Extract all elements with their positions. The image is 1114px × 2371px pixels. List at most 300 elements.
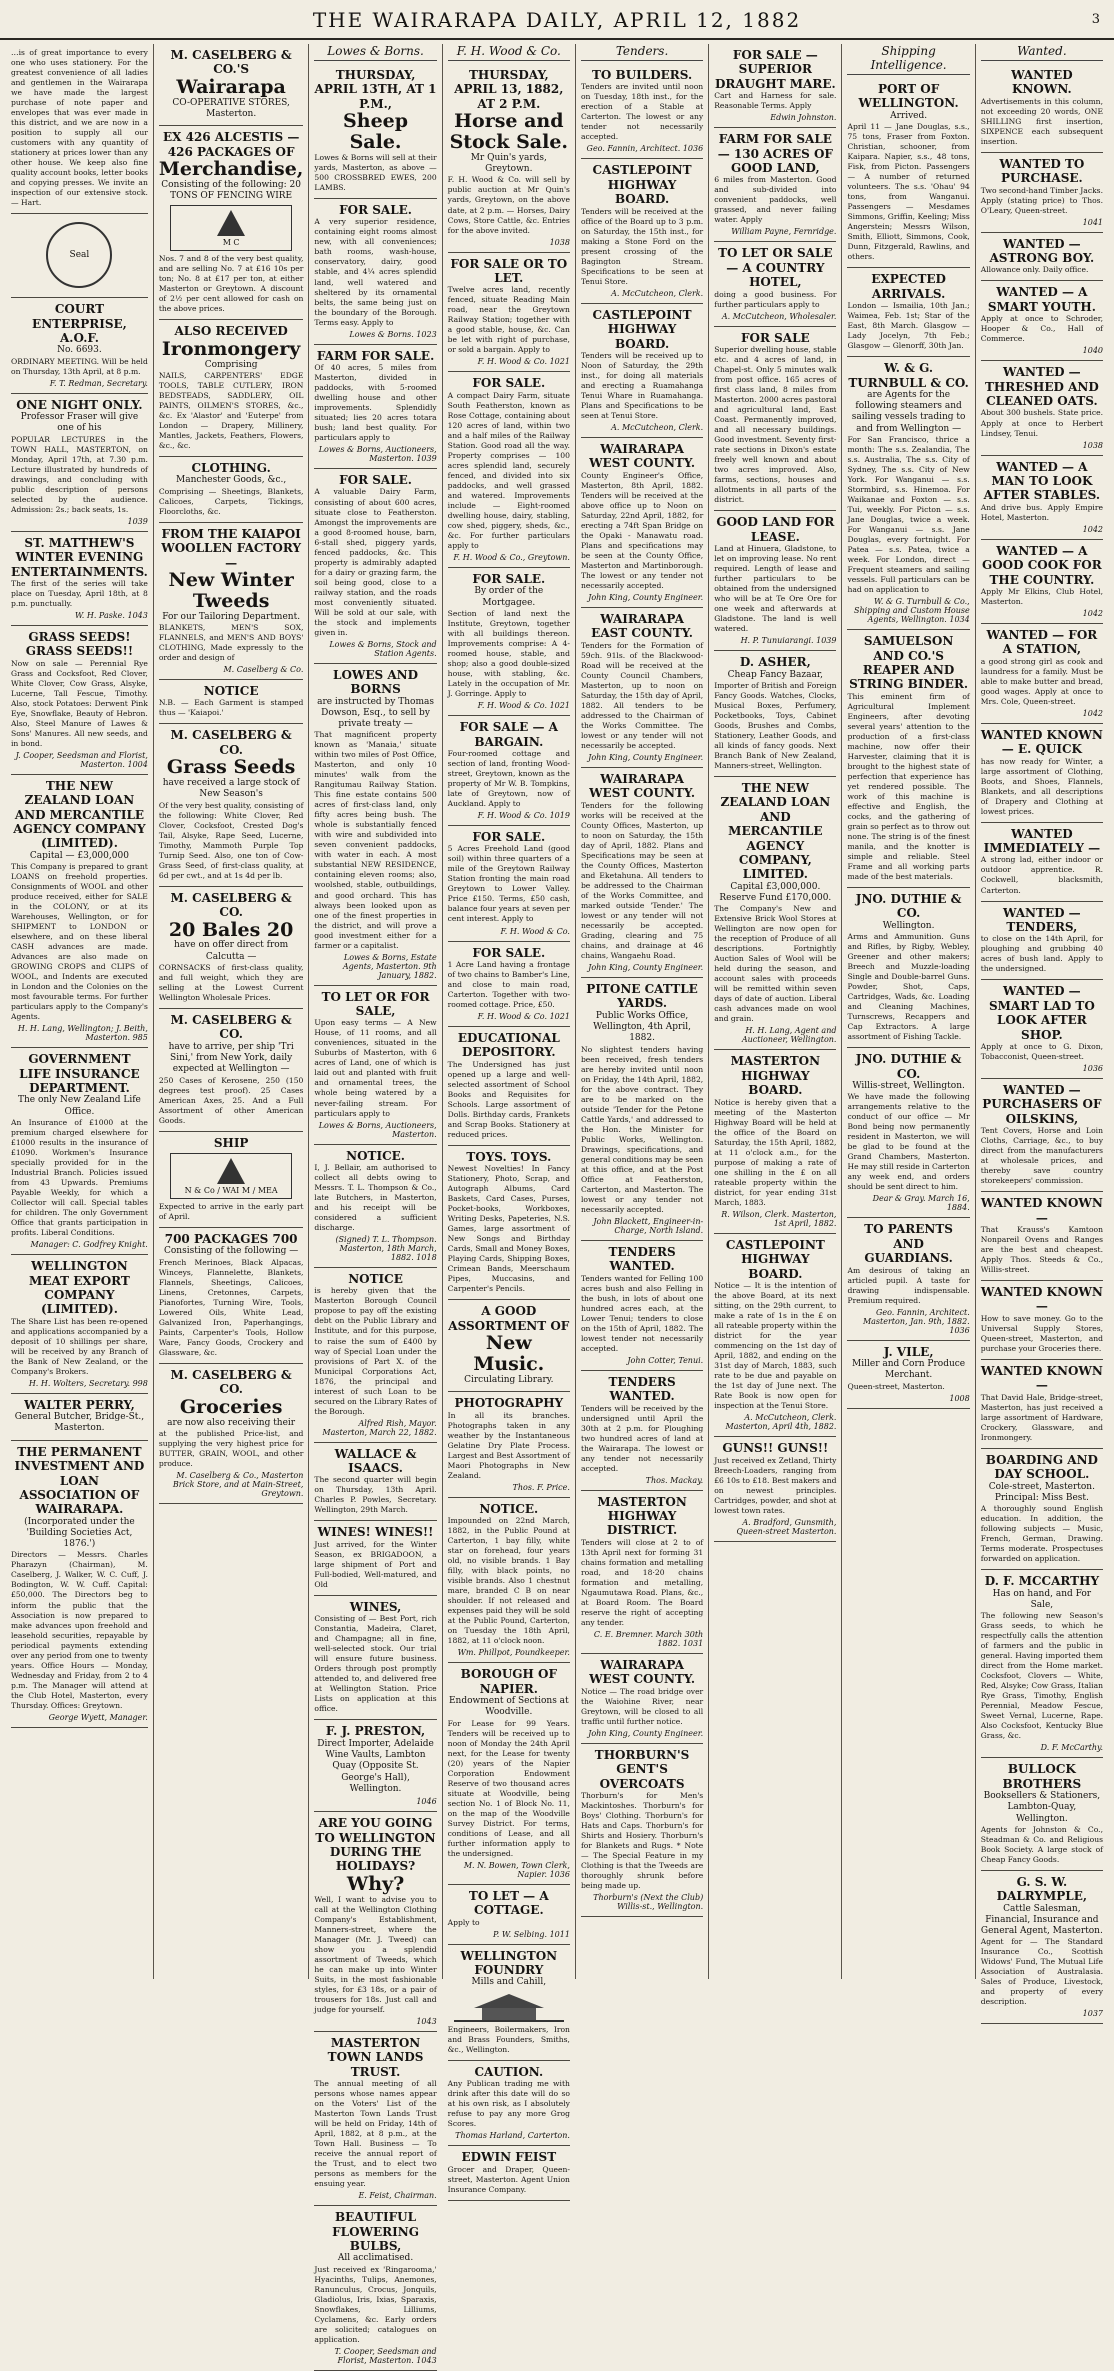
advertisement xyxy=(448,1300,570,1392)
advertisement xyxy=(448,253,570,373)
ad-signature: 1041 xyxy=(1082,217,1103,227)
ad-signature: A. Bradford, Gunsmith, Queen-street Masterton. xyxy=(736,1517,837,1536)
page-number: 3 xyxy=(1091,12,1100,27)
ad-subheading: Booksellers & Stationers, Lambton-Quay, Wellington. xyxy=(983,1791,1101,1824)
ad-body-text: ORDINARY MEETING. Will be held on Thursday, 13th April, at 8 p.m. xyxy=(11,356,148,376)
ad-subheading: CO-OPERATIVE STORES, Masterton. xyxy=(172,97,290,119)
ad-body-text: For San Francisco, thrice a month: The s.s. Zealandia, The s.s. Australia, The s.s. City of Sydney, The s.s. City of New York. For Wanganui — s.s. Stormbird, s.s. Hinemoa. For Waikanae and Foxton — s.s. Tui, weekly. For Picton — s.s. Jane Douglas, twice a week. For Wanganui — s.s. Jane Douglas, every fortnight. For Patea — s.s. Patea, twice a week. For London, direct — Frequent steamers and sailing vessels. Full particulars can be had on application to xyxy=(847,434,970,595)
ad-subheading: are Agents for the following steamers and sailing vessels trading to and from Wellington — xyxy=(851,389,966,434)
ad-body-text: Notice is hereby given that a meeting of the Masterton Highway Board will be held at the office of the Board on Saturday, the 15th April, 1882, at 11 o'clock a.m., for the purpose of making a rate of one shilling in the £ on all rateable property within the district, for year ending 31st March, 1883. xyxy=(714,1097,837,1207)
ad-body-text: Section of land next the Institute, Greytown, together with all buildings thereon. Improvements comprise: A 4-roomed house, stable, and shop; also a good double-sized house, with stabling, &c. Lately in the occupation of Mr. J. Gorringe. Apply to xyxy=(447,608,570,699)
ad-headline: TO LET OR FOR SALE, xyxy=(321,989,430,1018)
ad-body-text: We have made the following arrangements relative to the conduct of our office — Mr Bond being now permanently resident in Masterton, we will be glad to be found at the Grand Chambers, Masterton. He may still reside in Carterton any week end, and orders should be sent direct to him. xyxy=(847,1092,970,1192)
advertisement xyxy=(314,986,436,1145)
ad-headline: WANTED TO PURCHASE. xyxy=(999,156,1085,186)
advertisement xyxy=(847,1048,969,1218)
advertisement xyxy=(581,1491,703,1654)
ad-body-text: Thorburn's for Men's Mackintoshes. Thorburn's for Boys' Clothing. Thorburn's for Hats and Caps. Thorburn's for Shirts and Hosiery. Thorburn's for Blankets and Rugs. * Note — The Special Feature in my Clothing is that the Tweeds are thoroughly shrunk before being made up. xyxy=(580,1790,704,1891)
advertisement xyxy=(159,523,304,680)
ad-headline: LOWES AND BORNS xyxy=(333,667,419,697)
ad-headline: FARM FOR SALE. xyxy=(316,348,435,363)
ad-display-line: Wairarapa xyxy=(176,75,286,98)
ad-headline: TOYS. TOYS. xyxy=(466,1149,552,1164)
advertisement xyxy=(448,1945,570,2061)
advertisement xyxy=(981,980,1103,1079)
ad-body-text: Queen-street, Masterton. xyxy=(847,1381,945,1391)
ad-headline: WALLACE & ISAACS. xyxy=(334,1446,417,1476)
ad-headline: JNO. DUTHIE & CO. xyxy=(855,892,962,921)
ad-signature: W. & G. Turnbull & Co., Shipping and Custom House Agents, Wellington. 1034 xyxy=(854,597,970,625)
ad-headline: FOR SALE. xyxy=(472,829,546,844)
advertisement xyxy=(847,630,969,888)
ad-headline: WANTED — THRESHED AND CLEANED OATS. xyxy=(984,365,1099,409)
advertisement xyxy=(981,823,1103,902)
ad-subheading: General Butcher, Bridge-St., Masterton. xyxy=(14,1412,145,1434)
ad-body-text: Notice — It is the intention of the above Board, at its next sitting, on the 29th current, to make a rate of 1s in the £ on all rateable property within the district for the year commencing on the 1st day of April, 1882, and ending on the 31st day of March, 1883, such rate to be due and payable on the 1st day of June next. The Rate Book is now open for inspection at the Tenui Store. xyxy=(714,1280,837,1411)
ad-headline: WANTED — A SMART YOUTH. xyxy=(987,285,1096,314)
advertisement xyxy=(981,1449,1103,1570)
ad-headline: CASTLEPOINT HIGHWAY BOARD. xyxy=(592,163,692,207)
ad-headline: JNO. DUTHIE & CO. xyxy=(855,1052,962,1081)
roof-icon xyxy=(474,1994,544,2008)
foundry-building-icon xyxy=(454,1992,564,2022)
advertisement xyxy=(981,1570,1103,1758)
column-heading: Tenders. xyxy=(581,44,703,61)
ad-body-text: Tenders will be received by the undersigned until April the 30th at 2 p.m. for Ploughing two hundred acres of land at the Wairarapa. The lowest or any tender not necessarily accepted. xyxy=(580,1403,704,1473)
advertisement xyxy=(981,624,1103,724)
ad-headline: NOTICE xyxy=(348,1272,403,1287)
ad-signature: 1042 xyxy=(1082,708,1103,718)
ad-headline: WAIRARAPA WEST COUNTY. xyxy=(589,442,696,471)
ad-signature: Thomas Harland, Carterton. xyxy=(455,2131,570,2141)
ad-headline: BOROUGH OF NAPIER. xyxy=(460,1667,558,1696)
ad-headline: WANTED KNOWN — xyxy=(980,1285,1103,1314)
advertisement xyxy=(448,942,570,1027)
advertisement xyxy=(847,1341,969,1409)
ad-signature: Dear & Gray. March 16, 1884. xyxy=(872,1194,970,1213)
advertisement xyxy=(159,887,304,1009)
ad-body-text: Apply to xyxy=(447,1917,480,1927)
advertisement xyxy=(981,281,1103,361)
advertisement xyxy=(847,1218,969,1340)
ad-signature: A. McCutcheon, Clerk. xyxy=(611,288,704,298)
advertisement xyxy=(11,1255,148,1394)
ad-headline: TO LET — A COTTAGE. xyxy=(468,1888,549,1918)
ad-headline: BULLOCK BROTHERS xyxy=(1002,1762,1082,1791)
ad-body-text: is hereby given that the Masterton Borough Council propose to pay off the existing debt on the Public Library and Institute, and for this purpose, to raise the sum of £400 by way of Special Loan under the provisions of Part X. of the Municipal Corporations Act, 1876, the principal and interest of such Loan to be secured on the Library Rates of the Borough. xyxy=(314,1286,437,1416)
ad-body-text: doing a good business. For further particulars apply to xyxy=(714,289,837,309)
ad-headline: EDWIN FEIST xyxy=(461,2150,557,2165)
ad-body-text: NAILS, CARPENTERS' EDGE TOOLS, TABLE CUTLERY, IRON BEDSTEADS, SADDLERY, OIL PAINTS, OILMEN'S STORES, &c., &c. Ex 'Alastor' and 'Euterpe' from London — Drapery, Millinery, Mantles, Jackets, Feathers, Flowers, &c., &c. xyxy=(158,370,304,451)
ad-body-text: No slightest tenders having been received, fresh tenders are hereby invited until noon on Friday, the 14th April, 1882, for the above contract. They are to be marked on the outside 'Tender for the Petone Cattle Yards,' and addressed to the Hon. the Minister for Public Works, Wellington. Drawings, specifications, and general conditions may be seen at this office, and at the Post Office at Featherston, Carterton, and Masterton. The lowest or any tender not necessarily accepted. xyxy=(580,1044,704,1214)
ad-body-text: An Insurance of £1000 at the premium charged elsewhere for £1000 results in the insurance of £1090. Workmen's Insurance specially provided for in the Industrial Branch. Policies issued from 43 Upwards. Premiums Payable Weekly, for which a Collector will call. Special tables for children. The only Government Office that grants participation in profits. Liberal Conditions. xyxy=(11,1117,148,1238)
ad-signature: Geo. Fannin, Architect. Masterton, Jan. 9th, 1882. 1036 xyxy=(862,1307,970,1335)
column-3 xyxy=(309,44,442,2365)
ad-headline: WAIRARAPA WEST COUNTY. xyxy=(589,1657,696,1687)
ad-headline: FOR SALE. xyxy=(472,945,546,960)
ad-signature: John King, County Engineer. xyxy=(588,752,704,762)
ad-subheading: have to arrive, per ship 'Tri Sini,' from New York, daily expected at Wellington — xyxy=(168,1041,294,1075)
advertisement xyxy=(314,1596,436,1721)
ad-subheading: By order of the Mortgagee. xyxy=(474,586,544,608)
ad-body-text: Agent for — The Standard Insurance Co., Scottish Widows' Fund, The Mutual Life Association of Australasia. Sales of Produce, Livestock, and property of every description. xyxy=(980,1937,1103,2007)
ad-body-text: Tenders for the Formation of 59ch. 91ls. of the Blackwood-Road will be received at the County Council Chambers, Masterton, up to noon on Saturday, the 15th day of April, 1882. All tenders to be addressed to the Chairman of the Works Committee. The lowest or any tender will not necessarily be accepted. xyxy=(580,640,704,750)
advertisement xyxy=(981,1871,1103,2025)
ad-body-text: at the published Price-list, and supplying the very highest price for BUTTER, GRAIN, WOOL, and other produce. xyxy=(158,1428,304,1468)
advertisement xyxy=(714,327,836,512)
advertisement xyxy=(448,1392,570,1498)
advertisement xyxy=(448,372,570,568)
ad-body-text: A very superior residence, containing eight rooms almost new, with all conveniences; bath rooms, wash-house, conservatory, dairy, good stable, and 4¼ acres splendid land, well watered and sheltered by its ornamental belts, the same being just on the boundary of the Borough. Terms easy. Apply to xyxy=(314,217,437,327)
ad-subheading: Mr Quin's yards, Greytown. xyxy=(470,152,547,175)
ad-body-text: A valuable Dairy Farm, consisting of about 600 acres, situate close to Featherston. Amongst the improvements are a good 8-roomed house, barn, 6-stall shed, piggery yards, fenced paddocks, &c. This property is admirably adapted for a dairy or grazing farm, the soil being good, close to a railway station, and the roads most conveniently situated. Will be sold at our sale, with the stock and implements given in. xyxy=(314,487,437,637)
ad-body-text: This eminent firm of Agricultural Implement Engineers, after devoting several years' attention to the production of a first-class machine, now offer their Harvester, claiming that it is brought to the highest state of perfection that experience has yet rendered possible. The work of this machine is effective and English, the cocks, and the gathering of grain so perfect as to throw out none. The string is of the finest manila, and the knotter is simple and reliable. Steel Frame and all working parts made of the best materials. xyxy=(847,691,970,881)
advertisement xyxy=(159,1364,304,1504)
ad-headline: WINES! WINES!! xyxy=(317,1525,434,1540)
ad-body-text: Arms and Ammunition. Guns and Rifles, by Rigby, Webley, Greener and other makers; Breech and Muzzle-loading Single and Double-barrel Guns. Powder, Shot, Caps, Cartridges, Wads, &c. Loading and Cleaning Machines, Turnscrews, Recappers and Cap Extractors. A large assortment of Fishing Tackle. xyxy=(847,932,970,1042)
ad-headline: NOTICE. xyxy=(346,1148,405,1163)
newspaper-title: THE WAIRARAPA DAILY, APRIL 12, 1882 xyxy=(312,8,802,32)
advertisement xyxy=(581,608,703,768)
advertisement xyxy=(11,775,148,1048)
advertisement xyxy=(981,1360,1103,1449)
ad-headline: WANTED — TENDERS, xyxy=(1003,905,1081,934)
ad-body-text: This Company is prepared to grant LOANS on freehold properties. Consignments of WOOL and other produce received, either for SALE in the COLONY, or at its Warehouses, Wellington, or for SHIPMENT to LONDON or elsewhere, and on these liberal CASH advances are made. Advances are also made on GROWING CROPS and CLIPS of WOOL, and Indents are executed in London and the Colonies on the most favourable terms. For further particulars apply to the Company's Agents. xyxy=(11,862,148,1022)
ad-headline: NOTICE. xyxy=(479,1501,539,1516)
advertisement xyxy=(714,511,836,651)
ad-body-text: The annual meeting of all persons whose names appear on the Voters' List of the Masterton Town Lands Trust will be held on Friday, 14th of April, 1882, at 8 p.m., at the Town Hall. Business — To receive the annual report of the Trust, and to elect two persons as members for the ensuing year. xyxy=(314,2078,437,2189)
ad-headline: WINES, xyxy=(349,1599,402,1614)
ad-signature: Wm. Phillpot, Poundkeeper. xyxy=(457,1648,570,1658)
ad-body-text: Four-roomed cottage and section of land, fronting Wood-street, Greytown, known as the property of Mr W. B. Tompkins, late of Greytown, now of Auckland. Apply to xyxy=(447,748,570,808)
ad-body-text: The Undersigned has just opened up a large and well-selected assortment of School Books and Requisites for Schools. Large assortment of Dolls. Birthday cards, Frankets and Scrap Books. Stationery at reduced prices. xyxy=(447,1059,570,1139)
ad-body-text: 250 Cases of Kerosene, 250 (150 degrees test proof). 25 Cases American Axes, 25. And a Full Assortment of other American Goods. xyxy=(158,1075,304,1125)
ad-body-text: Impounded on 22nd March, 1882, in the Public Pound at Carterton, 1 bay filly, white star on forehead, four years old, no visible brands. 1 Bay filly, with black points, no visible brands. Also 1 chestnut mare, branded C B on near shoulder. If not released and expenses paid they will be sold at the Public Pound, Carterton, on Tuesday the 18th April, 1882, at 11 o'clock noon. xyxy=(447,1516,570,1646)
ad-headline: FROM THE KAIAPOI WOOLLEN FACTORY — xyxy=(161,526,302,570)
ad-headline: FOR SALE. xyxy=(472,376,546,391)
advertisement xyxy=(11,214,148,298)
ad-body-text: Nos. 7 and 8 of the very best quality, and are selling No. 7 at £16 10s per ton; No. 8 at £17 per ton, at either Masterton or Greytown. A discount of 2½ per cent allowed for cash on the above prices. xyxy=(158,254,304,314)
column-6 xyxy=(709,44,842,1979)
ad-signature: A. McCutcheon, Clerk. Masterton, April 4th, 1882. xyxy=(725,1413,837,1432)
advertisement xyxy=(581,438,703,608)
ad-signature: H. H. Lang, Wellington; J. Beith, Masterton. 985 xyxy=(17,1024,148,1043)
ad-body-text: Well, I want to advise you to call at the Wellington Clothing Company's Establishment, Manners-street, where the Manager (Mr. J. Tweed) can show you a splendid assortment of Tweeds, which he can make up into Winter Suits, in the most fashionable styles, for £3 18s, or a pair of trousers for 18s. Just call and judge for yourself. xyxy=(314,1894,437,2014)
ad-body-text: 5 Acres Freehold Land (good soil) within three quarters of a mile of the Greytown Railway Station fronting the main road Greytown to Lower Valley. Price £150. Terms, £50 cash, balance four years at seven per cent interest. Apply to xyxy=(447,844,570,924)
column-5 xyxy=(576,44,709,1979)
ad-body-text: Agents for Johnston & Co., Steadman & Co. and Religious Book Society. A large stock of Cheap Fancy Goods. xyxy=(980,1824,1103,1864)
ad-signature: M. N. Bowen, Town Clerk, Napier. 1036 xyxy=(463,1860,570,1879)
advertisement xyxy=(581,978,703,1241)
ad-body-text: Directors — Messrs. Charles Pharazyn (Chairman), M. Caselberg, J. Walker, W. C. Cuff, J. Bodington, W. W. Cuff. Capital: £50,000. The Directors beg to inform the public that the Association is now prepared to make advances upon freehold and leasehold securities, repayable by periodical payments extending over any period from one to twenty years. Office Hours — Monday, Wednesday and Friday, from 2 to 4 p.m. The Manager will attend at the Club Hotel, Masterton, every Thursday. Offices: Greytown. xyxy=(11,1550,148,1710)
ship-mark-icon xyxy=(170,205,292,251)
advertisement xyxy=(11,1441,148,1728)
ad-headline: M. CASELBERG & CO. xyxy=(170,890,292,920)
advertisement xyxy=(714,242,836,326)
ad-subheading: have received a large stock of New Season's xyxy=(162,778,300,800)
advertisement xyxy=(314,2206,436,2371)
ad-display-line: Groceries xyxy=(179,1395,283,1418)
ad-signature: F. T. Redman, Secretary. xyxy=(49,378,148,388)
ad-signature: P. W. Selbing. 1011 xyxy=(493,1929,570,1939)
advertisement xyxy=(11,1048,148,1255)
ad-body-text: April 11 — Jane Douglas, s.s., 75 tons, Fraser from Foxton. Christian, schooner, from Kaipara. Napier, s.s., 48 tons, Fisk, from Picton. Passengers — A number of returned volunteers. The s.s. 'Ohau' 94 tons, from Wanganui. Passengers — Mesdames Simmons, Griffin, Keeling; Miss Angerstein; Messrs Wilson, Smith, Elliott, Simmons, Cook, Dunn, Fitzgerald, Rawlins, and others. xyxy=(847,122,970,262)
ad-headline: WANTED — A GOOD COOK FOR THE COUNTRY. xyxy=(981,543,1102,587)
ad-body-text: Comprising — Sheetings, Blankets, Calicoes, Carpets, Tickings, Floorcloths, &c. xyxy=(158,486,304,516)
advertisement xyxy=(159,126,304,320)
ad-headline: GRASS SEEDS! GRASS SEEDS!! xyxy=(25,629,134,659)
sail-icon xyxy=(217,210,245,236)
ad-signature: F. H. Wood & Co. 1019 xyxy=(477,810,570,820)
ad-signature: Alfred Rish, Mayor. Masterton, March 22, 1882. xyxy=(322,1418,437,1437)
advertisement xyxy=(314,64,436,199)
column-4 xyxy=(443,44,576,2194)
ad-subheading: For our Tailoring Department. xyxy=(162,611,301,622)
ad-signature: J. Cooper, Seedsman and Florist, Masterton. 1004 xyxy=(15,750,148,769)
ad-body-text: County Engineer's Office, Masterton, 8th April, 1882. Tenders will be received at the above office up to Noon on Saturday, 22nd April, 1882, for erecting a 74ft Span Bridge on the Opaki - Manawatu road. Plans and specifications may be seen at the County Office, Masterton and Martinborough. The lowest or any tender not necessarily accepted. xyxy=(580,470,704,591)
advertisement xyxy=(159,320,304,457)
advertisement xyxy=(159,1009,304,1132)
ad-headline: PITONE CATTLE YARDS. xyxy=(586,982,698,1011)
ad-headline: FOR SALE. xyxy=(339,203,412,218)
ad-headline: ONE NIGHT ONLY. xyxy=(16,397,143,412)
ad-headline: COURT ENTERPRISE, A.O.F. xyxy=(32,302,127,346)
ad-subheading: The only New Zealand Life Office. xyxy=(17,1095,141,1117)
ad-body-text: Of 40 acres, 5 miles from Masterton, divided in paddocks, with 5-roomed dwelling house and other improvements. Splendidly situated; lies 20 acres totara bush; land best quality. For particulars apply to xyxy=(314,362,437,443)
advertisement xyxy=(159,1228,304,1364)
ad-headline: BEAUTIFUL FLOWERING BULBS, xyxy=(332,2210,419,2253)
ad-signature: 1046 xyxy=(416,1797,437,1807)
ad-subheading: are now also receiving their xyxy=(167,1417,296,1428)
ad-body-text: Notice — The road bridge over the Waiohine River, near Greytown, will be closed to all traffic until further notice. xyxy=(580,1686,704,1726)
ad-headline: M. CASELBERG & CO. xyxy=(170,728,292,757)
ad-body-text: …is of great importance to every one who uses stationery. For the greatest convenience of all ladies and gentlemen in the Wairarapa we have made the largest purchase of note paper and envelopes that was ever made in this district, and we are now in a position to supply all our customers with any quantity of stationery at prices lower than any other house. We keep also fine quality account books, letter books and copying presses. We invite an inspection of our extensive stock. — Hart. xyxy=(11,48,148,208)
ad-headline: M. CASELBERG & CO.'S xyxy=(170,48,292,77)
ad-headline: TO BUILDERS. xyxy=(591,68,693,82)
ad-signature: F. H. Wood & Co. xyxy=(500,926,570,936)
ad-headline: WANTED — ASTRONG BOY. xyxy=(989,236,1095,266)
ad-signature: 1039 xyxy=(127,516,148,526)
ad-body-text: The Company's New and Extensive Brick Wool Stores at Wellington are now open for the reception of Produce of all descriptions. Fortnightly Auction Sales of Wool will be held during the season, and account sales with proceeds will be remitted within seven days of date of auction. Liberal cash advances made on wool and grain. xyxy=(714,904,837,1024)
ad-headline: MASTERTON HIGHWAY DISTRICT. xyxy=(597,1494,687,1538)
ad-signature: T. Cooper, Seedsman and Florist, Masterton. 1043 xyxy=(334,2346,437,2365)
ad-subheading: Public Works Office, Wellington, 4th April, 1882. xyxy=(593,1010,691,1044)
ad-signature: 1040 xyxy=(1082,346,1103,356)
ad-body-text: Just received ex Zetland, Thirty Breech-Loaders, ranging from £6 10s to £18. Best makers and on newest principles. Cartridges, powder, and shot at lowest town rates. xyxy=(714,1455,837,1515)
ad-headline: NOTICE xyxy=(203,684,259,699)
ad-headline: GOVERNMENT LIFE INSURANCE DEPARTMENT. xyxy=(19,1052,140,1096)
ad-headline: THE NEW ZEALAND LOAN AND MERCANTILE AGENCY COMPANY, LIMITED. xyxy=(720,781,831,882)
ship-mark-label: M C xyxy=(222,238,240,248)
ad-signature: John Blackett, Engineer-in-Charge, North Island. xyxy=(593,1216,704,1235)
advertisement xyxy=(11,44,148,214)
ad-headline: GUNS!! GUNS!! xyxy=(722,1441,829,1456)
advertisement xyxy=(714,777,836,1050)
ad-headline: MASTERTON HIGHWAY BOARD. xyxy=(730,1054,821,1098)
ad-signature: Lowes & Borns, Auctioneers, Masterton. 1039 xyxy=(318,445,437,464)
advertisement xyxy=(448,1498,570,1664)
advertisement xyxy=(847,78,969,268)
ad-headline: WANTED KNOWN — xyxy=(980,1196,1103,1225)
advertisement xyxy=(581,768,703,978)
advertisement xyxy=(981,1758,1103,1871)
ad-headline: FOR SALE OR TO LET. xyxy=(450,256,568,285)
ad-subheading: have on offer direct from Calcutta — xyxy=(174,940,289,962)
ad-headline: WAIRARAPA EAST COUNTY. xyxy=(591,612,693,641)
ad-headline: FOR SALE. xyxy=(472,572,546,587)
advertisement xyxy=(448,568,570,716)
ad-headline: TENDERS WANTED. xyxy=(608,1374,676,1404)
ad-signature: 1036 xyxy=(1082,1063,1103,1073)
ad-body-text: A strong lad, either indoor or outdoor apprentice. R. Cockwell, blacksmith, Carterton. xyxy=(980,855,1103,895)
ad-signature: William Payne, Fernridge. xyxy=(731,227,837,237)
ad-body-text: Apply Mr Elkins, Club Hotel, Masterton. xyxy=(980,586,1103,606)
ad-body-text: Apply at once to Schroder, Hooper & Co., Hall of Commerce. xyxy=(980,314,1103,344)
ad-body-text: Importer of British and Foreign Fancy Goods. Watches, Clocks, Musical Boxes, Perfumery, Pocketbooks, Toys, Cabinet Goods, Brushes and Combs, Stationery, Leather Goods, and all kinds of fancy goods. Next Branch Bank of New Zealand, Manners-street, Wellington. xyxy=(714,680,837,770)
ad-signature: John Cotter, Tenui. xyxy=(627,1355,704,1365)
ad-headline: TO LET OR SALE — A COUNTRY HOTEL, xyxy=(718,246,833,290)
ad-subheading: No. 6693. xyxy=(57,345,102,356)
column-heading: Lowes & Borns. xyxy=(314,44,436,61)
ad-body-text: Tenders are invited until noon on Tuesday, 18th inst., for the erection of a Stable at Carterton. The lowest or any tender not necessarily accepted. xyxy=(580,82,704,142)
ad-signature: R. Wilson, Clerk. Masterton, 1st April, 1882. xyxy=(721,1209,837,1228)
advertisement xyxy=(981,902,1103,981)
ad-signature: H. P. Tunuiarangi. 1039 xyxy=(740,636,837,646)
ship-mark-label: N & Co / WAI M / MEA xyxy=(184,1186,278,1195)
ad-headline: CLOTHING. xyxy=(191,461,271,476)
ad-headline: FARM FOR SALE — 130 ACRES OF GOOD LAND, xyxy=(717,132,833,175)
advertisement xyxy=(714,651,836,777)
ad-headline: CASTLEPOINT HIGHWAY BOARD. xyxy=(725,1237,825,1281)
advertisement xyxy=(714,1437,836,1541)
advertisement xyxy=(581,1371,703,1491)
ad-display-line: Merchandise, xyxy=(158,157,304,180)
ad-headline: EX 426 ALCESTIS — 426 PACKAGES OF xyxy=(162,130,300,159)
advertisement xyxy=(11,298,148,393)
ad-body-text: Any Publican trading me with drink after this date will do so at his own risk, as I absolutely refuse to pay any more Grog Scores. xyxy=(447,2079,570,2129)
ad-body-text: A compact Dairy Farm, situate South Featherston, known as Rose Cottage, containing about 120 acres of land, within two and a half miles of the Railway Station. Good road all the way. Property comprises — 100 acres splendid land, securely fenced, and divided into six paddocks, and well grassed and watered. Improvements include — Eight-roomed dwelling house, dairy, stabling, cow shed, piggery, sheds, &c., &c. For further particulars apply to xyxy=(447,390,570,551)
advertisement xyxy=(714,128,836,242)
ad-body-text: CORNSACKS of first-class quality, and full weight, which they are selling at the Lowest Current Wellington Wholesale Prices. xyxy=(158,962,304,1002)
ad-body-text: London — Ismailia, 10th Jan.; Waimea, Feb. 1st; Star of the East, 8th March. Glasgow — Lady Jocelyn, 7th Feb.; Glasgow — Glenorff, 30th Jan. xyxy=(847,301,970,351)
ad-signature: C. E. Bremner. March 30th 1882. 1031 xyxy=(593,1629,704,1648)
advertisement xyxy=(981,1079,1103,1192)
ad-signature: F. H. Wood & Co. 1021 xyxy=(477,701,570,711)
ad-headline: WANTED — FOR A STATION, xyxy=(986,627,1098,657)
advertisement xyxy=(314,664,436,986)
ad-headline: WANTED IMMEDIATELY — xyxy=(983,826,1101,856)
coat-of-arms-icon: Seal xyxy=(46,222,112,288)
advertisement xyxy=(581,1241,703,1371)
ad-signature: George Wyett, Manager. xyxy=(48,1712,148,1722)
ad-body-text: BLANKETS, MEN'S SOX, FLANNELS, and MEN'S AND BOYS' CLOTHING, Made expressly to the order and design of xyxy=(158,622,304,663)
column-heading: F. H. Wood & Co. xyxy=(448,44,570,61)
ad-headline: M. CASELBERG & CO. xyxy=(170,1013,292,1042)
ad-subheading: Cheap Fancy Bazaar, xyxy=(727,669,824,680)
ad-body-text: Am desirous of taking an articled pupil. A taste for drawing indispensable. Premium required. xyxy=(847,1265,970,1305)
advertisement xyxy=(714,1050,836,1233)
advertisement xyxy=(314,199,436,345)
advertisement xyxy=(448,1146,570,1301)
ad-display-line: New Music. xyxy=(473,1332,545,1376)
advertisement xyxy=(448,1885,570,1945)
advertisement xyxy=(11,394,148,532)
ad-subheading: Endowment of Sections at Woodville. xyxy=(448,1696,569,1718)
ad-headline: THE NEW ZEALAND LOAN AND MERCANTILE AGENCY COMPANY (LIMITED). xyxy=(13,778,146,851)
ad-body-text: That Krauss's Kamtoon Nonpareil Ovens and Ranges are the best and cheapest. Apply Thos. Steeds & Co., Willis-street. xyxy=(980,1225,1103,1275)
advertisement xyxy=(581,64,703,159)
ad-subheading: Consisting of the following — xyxy=(163,1246,299,1257)
ad-signature: Thos. Mackay. xyxy=(645,1475,704,1485)
advertisement xyxy=(159,457,304,523)
ad-headline: D. F. MCCARTHY xyxy=(984,1574,1100,1589)
ad-subheading: Comprising xyxy=(204,359,258,370)
ad-headline: PHOTOGRAPHY xyxy=(454,1396,564,1411)
ad-headline: THURSDAY, APRIL 13TH, AT 1 P.M., xyxy=(314,68,437,111)
ad-headline: WALTER PERRY, xyxy=(24,1397,135,1412)
ad-body-text: Tenders will be received at the office of the Board up to 3 p.m. on Saturday, the 15th inst., for making a Stone Ford on the present crossing of the Bagington Stream. Specifications to be seen at Tenui Store. xyxy=(580,206,704,286)
ad-display-line: Why? xyxy=(346,1872,405,1895)
ad-signature: Lowes & Borns, Auctioneers, Masterton. xyxy=(318,1120,437,1139)
ad-headline: PORT OF WELLINGTON. xyxy=(858,82,959,111)
ad-body-text: 1 Acre Land having a frontage of two chains to Bamber's Line, and close to main road, Carterton. Together with two-roomed cottage. Price, £50. xyxy=(447,959,570,1009)
advertisement xyxy=(714,44,836,128)
ad-display-line: Sheep Sale. xyxy=(343,110,409,154)
ad-subheading: Capital £3,000,000. Reserve Fund £170,000. xyxy=(719,881,832,903)
ad-headline: WANTED — SMART LAD TO LOOK AFTER SHOP. xyxy=(988,984,1095,1042)
ad-body-text: Land at Hinuera, Gladstone, to let on improving lease. No rent required. Length of lease and further particulars to be obtained from the undersigned who will be at Te Ore Ore for one week and afterwards at Gladstone. The land is well watered. xyxy=(714,544,837,634)
ad-headline: W. & G. TURNBULL & CO. xyxy=(848,361,969,390)
ad-body-text: A thoroughly sound English education. In addition, the following subjects — Music, French, German, Drawing. Terms moderate. Prospectuses forwarded on application. xyxy=(980,1504,1103,1564)
column-1 xyxy=(6,44,154,1979)
ad-signature: John King, County Engineer. xyxy=(588,593,704,603)
ad-headline: EXPECTED ARRIVALS. xyxy=(871,272,946,301)
ad-body-text: In all its branches. Photographs taken in any weather by the Instantaneous Gelatine Dry Plate Process. Largest and Best Assortment of Maori Photographs in New Zealand. xyxy=(447,1410,570,1480)
ad-body-text: Grocer and Draper, Queen-street, Masterton. Agent Union Insurance Company. xyxy=(447,2164,570,2194)
ad-body-text: N.B. — Each Garment is stamped thus — 'Kaiapoi.' xyxy=(158,698,304,718)
ad-signature: H. H. Lang, Agent and Auctioneer, Wellington. xyxy=(741,1026,837,1045)
advertisement xyxy=(314,1812,436,2032)
sail-icon xyxy=(217,1158,245,1184)
advertisement xyxy=(981,540,1103,624)
advertisement xyxy=(11,626,148,775)
ad-signature: John King, County Engineer. xyxy=(588,1728,704,1738)
ad-headline: BOARDING AND DAY SCHOOL. xyxy=(985,1452,1098,1482)
ad-headline: WELLINGTON MEAT EXPORT COMPANY (LIMITED). xyxy=(29,1259,130,1317)
ad-headline: A GOOD ASSORTMENT OF xyxy=(448,1304,570,1333)
advertisement xyxy=(847,888,969,1048)
ad-signature: Lowes & Borns, Estate Agents, Masterton. 9th January, 1882. xyxy=(342,952,437,980)
advertisement xyxy=(159,1132,304,1228)
ad-headline: WANTED KNOWN — xyxy=(980,1363,1103,1393)
column-8 xyxy=(976,44,1108,2019)
advertisement xyxy=(314,469,436,664)
ad-body-text: Tenders will close at 2 to of 13th April next for forming 31 chains formation and metalling road, and 18·20 chains formation and metalling, Ngaumutawa Road. Plans, &c., at Board Room. The Board reserve the right of accepting any tender. xyxy=(580,1537,704,1627)
advertisement xyxy=(11,1394,148,1441)
ad-body-text: For Lease for 99 Years. Tenders will be received up to noon of Monday the 24th April next, for the Lease for twenty (20) years of the Napier Corporation Endowment Reserve of two thousand acres situate at Woodville, being section No. 1 of Block No. 11, on the map of the Woodville Survey District. For terms, conditions of Lease, and all further information apply to the undersigned. xyxy=(447,1718,570,1858)
ad-headline: CAUTION. xyxy=(474,2064,544,2079)
advertisement xyxy=(314,1145,436,1269)
advertisement xyxy=(11,532,148,626)
ad-body-text: French Merinoes, Black Alpacas, Winceys, Flannelette, Blankets, Flannels, Sheetings, Calicoes, Linens, Cretonnes, Carpets, Pianofortes, Turning Wire, Tools, Lowered Oils, White Lead, Galvanized Iron, Paperhangings, Paints, Carpenter's Tools, Hollow Ware, Fancy Goods, Crockery and Glassware, &c. xyxy=(158,1257,304,1357)
ad-headline: WANTED KNOWN. xyxy=(1011,68,1073,97)
ad-body-text: The following new Season's Grass seeds, to which he respectfully calls the attention of farmers and the public in general. Having imported them direct from the Home market. Cocksfoot, Clovers — White, Red, Alsyke; Cow Grass, Italian Rye Grass, Timothy, English Perennial, Meadow Fescue, Sweet Vernal, Lucerne, Rape. Also Cocksfoot, Kentucky Blue Grass, &c. xyxy=(980,1611,1103,1741)
ad-display-line: Ironmongery xyxy=(161,337,301,360)
ad-body-text: The second quarter will begin on Thursday, 13th April. Charles P. Powles, Secretary. Wellington, 29th March. xyxy=(314,1475,437,1515)
ad-subheading: Has on hand, and For Sale, xyxy=(992,1588,1092,1610)
ad-signature: Edwin Johnston. xyxy=(770,113,837,123)
ad-headline: ST. MATTHEW'S WINTER EVENING ENTERTAINMENTS. xyxy=(11,535,148,579)
